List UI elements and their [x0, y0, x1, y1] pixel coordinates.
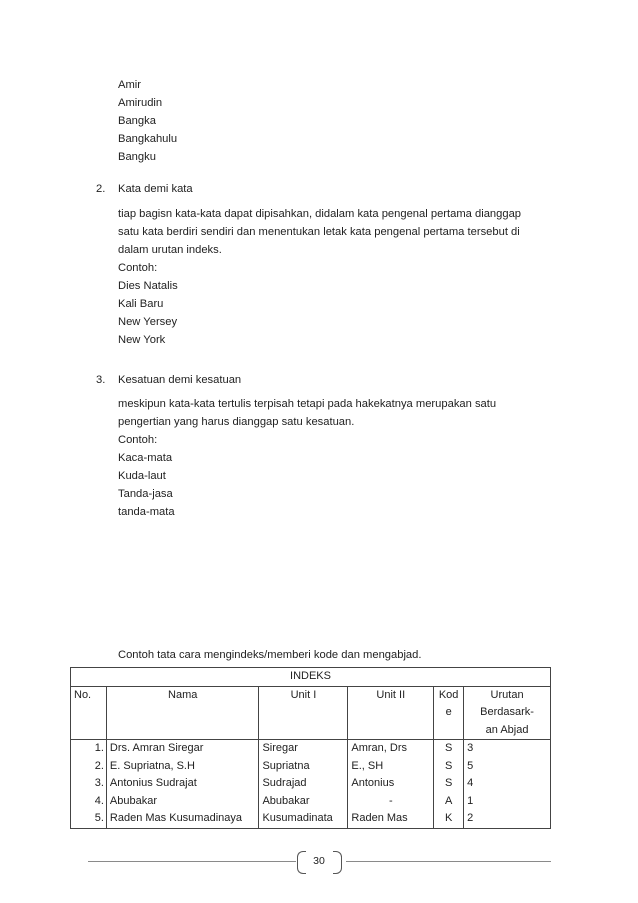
cell-urutan: 1 — [467, 794, 474, 807]
cell-unit-2: - — [388, 794, 393, 807]
table-header-row — [71, 686, 551, 740]
description-line: dalam urutan indeks. — [118, 244, 222, 256]
table-body-row — [71, 740, 551, 829]
cell-kode: S — [444, 777, 453, 789]
example-item: New York — [118, 334, 166, 346]
cell-urutan: 3 — [467, 742, 474, 754]
example-label: Contoh: — [118, 262, 158, 274]
header-kode-line: e — [445, 706, 452, 718]
col-urutan — [464, 740, 551, 829]
header-urutan — [464, 686, 551, 740]
table-title-row — [71, 668, 551, 687]
cell-urutan: 4 — [467, 777, 474, 789]
example-item: Tanda-jasa — [118, 488, 173, 500]
header-urutan-line: Urutan — [490, 688, 524, 701]
footer-divider-right — [346, 861, 551, 862]
cell-kode: A — [444, 794, 453, 807]
section-2-number: 2. — [96, 183, 106, 195]
cell-unit-1: Sudrajad — [262, 777, 307, 789]
index-table — [70, 667, 551, 829]
cell-nama: Antonius Sudrajat — [109, 777, 197, 789]
top-list — [118, 76, 177, 166]
description-line: satu kata berdiri sendiri dan menentukan letak kata pengenal pertama tersebut di — [118, 226, 520, 238]
cell-no: 3. — [94, 777, 104, 789]
list-item: Bangku — [118, 151, 156, 163]
table-title: INDEKS — [71, 668, 551, 687]
col-no — [71, 740, 107, 829]
cell-kode: S — [444, 759, 453, 772]
section-3-description — [118, 395, 496, 521]
header-kode — [434, 686, 464, 740]
cell-nama: Drs. Amran Siregar — [109, 742, 204, 754]
example-item: Kuda-laut — [118, 470, 166, 482]
cell-urutan: 2 — [467, 812, 474, 824]
cell-no: 1. — [94, 742, 104, 754]
header-urutan-line: an Abjad — [485, 723, 529, 736]
cell-unit-1: Abubakar — [262, 794, 310, 807]
header-kode-line: Kod — [438, 688, 459, 701]
cell-unit-1: Kusumadinata — [262, 812, 333, 824]
cell-nama: Raden Mas Kusumadinaya — [109, 812, 242, 824]
header-urutan-line: Berdasark- — [480, 706, 534, 718]
cell-urutan: 5 — [467, 759, 474, 772]
cell-unit-2: E., SH — [351, 759, 384, 772]
cell-no: 2. — [94, 759, 104, 772]
cell-unit-1: Supriatna — [262, 759, 310, 772]
cell-no: 4. — [94, 794, 104, 807]
page-number-bracket-right — [333, 851, 342, 874]
col-unit-1 — [259, 740, 348, 829]
footer-divider-left — [88, 861, 296, 862]
description-line: meskipun kata-kata tertulis terpisah tetapi pada hakekatnya merupakan satu — [118, 398, 497, 410]
example-item: tanda-mata — [118, 506, 175, 518]
section-2-description — [118, 205, 521, 349]
list-item: Bangkahulu — [118, 133, 178, 145]
cell-unit-2: Raden Mas — [351, 812, 408, 824]
cell-kode: K — [444, 812, 453, 824]
page-number-bracket-left — [297, 851, 306, 874]
section-3-title: Kesatuan demi kesatuan — [118, 374, 242, 386]
header-nama: Nama — [106, 686, 259, 740]
cell-no: 5. — [94, 812, 104, 824]
list-item: Amirudin — [118, 97, 163, 109]
example-item: New Yersey — [118, 316, 178, 328]
example-label: Contoh: — [118, 434, 158, 446]
description-line: pengertian yang harus dianggap satu kesatuan. — [118, 416, 355, 428]
description-line: tiap bagisn kata-kata dapat dipisahkan, didalam kata pengenal pertama dianggap — [118, 208, 522, 220]
header-no: No. — [71, 686, 107, 740]
col-kode — [434, 740, 464, 829]
cell-unit-2: Antonius — [351, 777, 395, 789]
example-item: Dies Natalis — [118, 280, 178, 292]
col-nama — [106, 740, 259, 829]
list-item: Bangka — [118, 115, 156, 127]
example-item: Kaca-mata — [118, 452, 173, 464]
cell-nama: Abubakar — [109, 794, 158, 807]
section-2-title: Kata demi kata — [118, 183, 193, 195]
list-item: Amir — [118, 79, 141, 91]
page-number: 30 — [313, 855, 325, 867]
col-unit-2 — [348, 740, 434, 829]
example-item: Kali Baru — [118, 298, 164, 310]
table-intro: Contoh tata cara mengindeks/memberi kode dan mengabjad. — [118, 649, 422, 661]
section-3-number: 3. — [96, 374, 106, 386]
header-unit-1: Unit I — [259, 686, 348, 740]
cell-unit-2: Amran, Drs — [351, 742, 408, 754]
cell-kode: S — [444, 742, 453, 754]
cell-nama: E. Supriatna, S.H — [109, 759, 195, 772]
cell-unit-1: Siregar — [262, 742, 298, 754]
header-unit-2: Unit II — [348, 686, 434, 740]
